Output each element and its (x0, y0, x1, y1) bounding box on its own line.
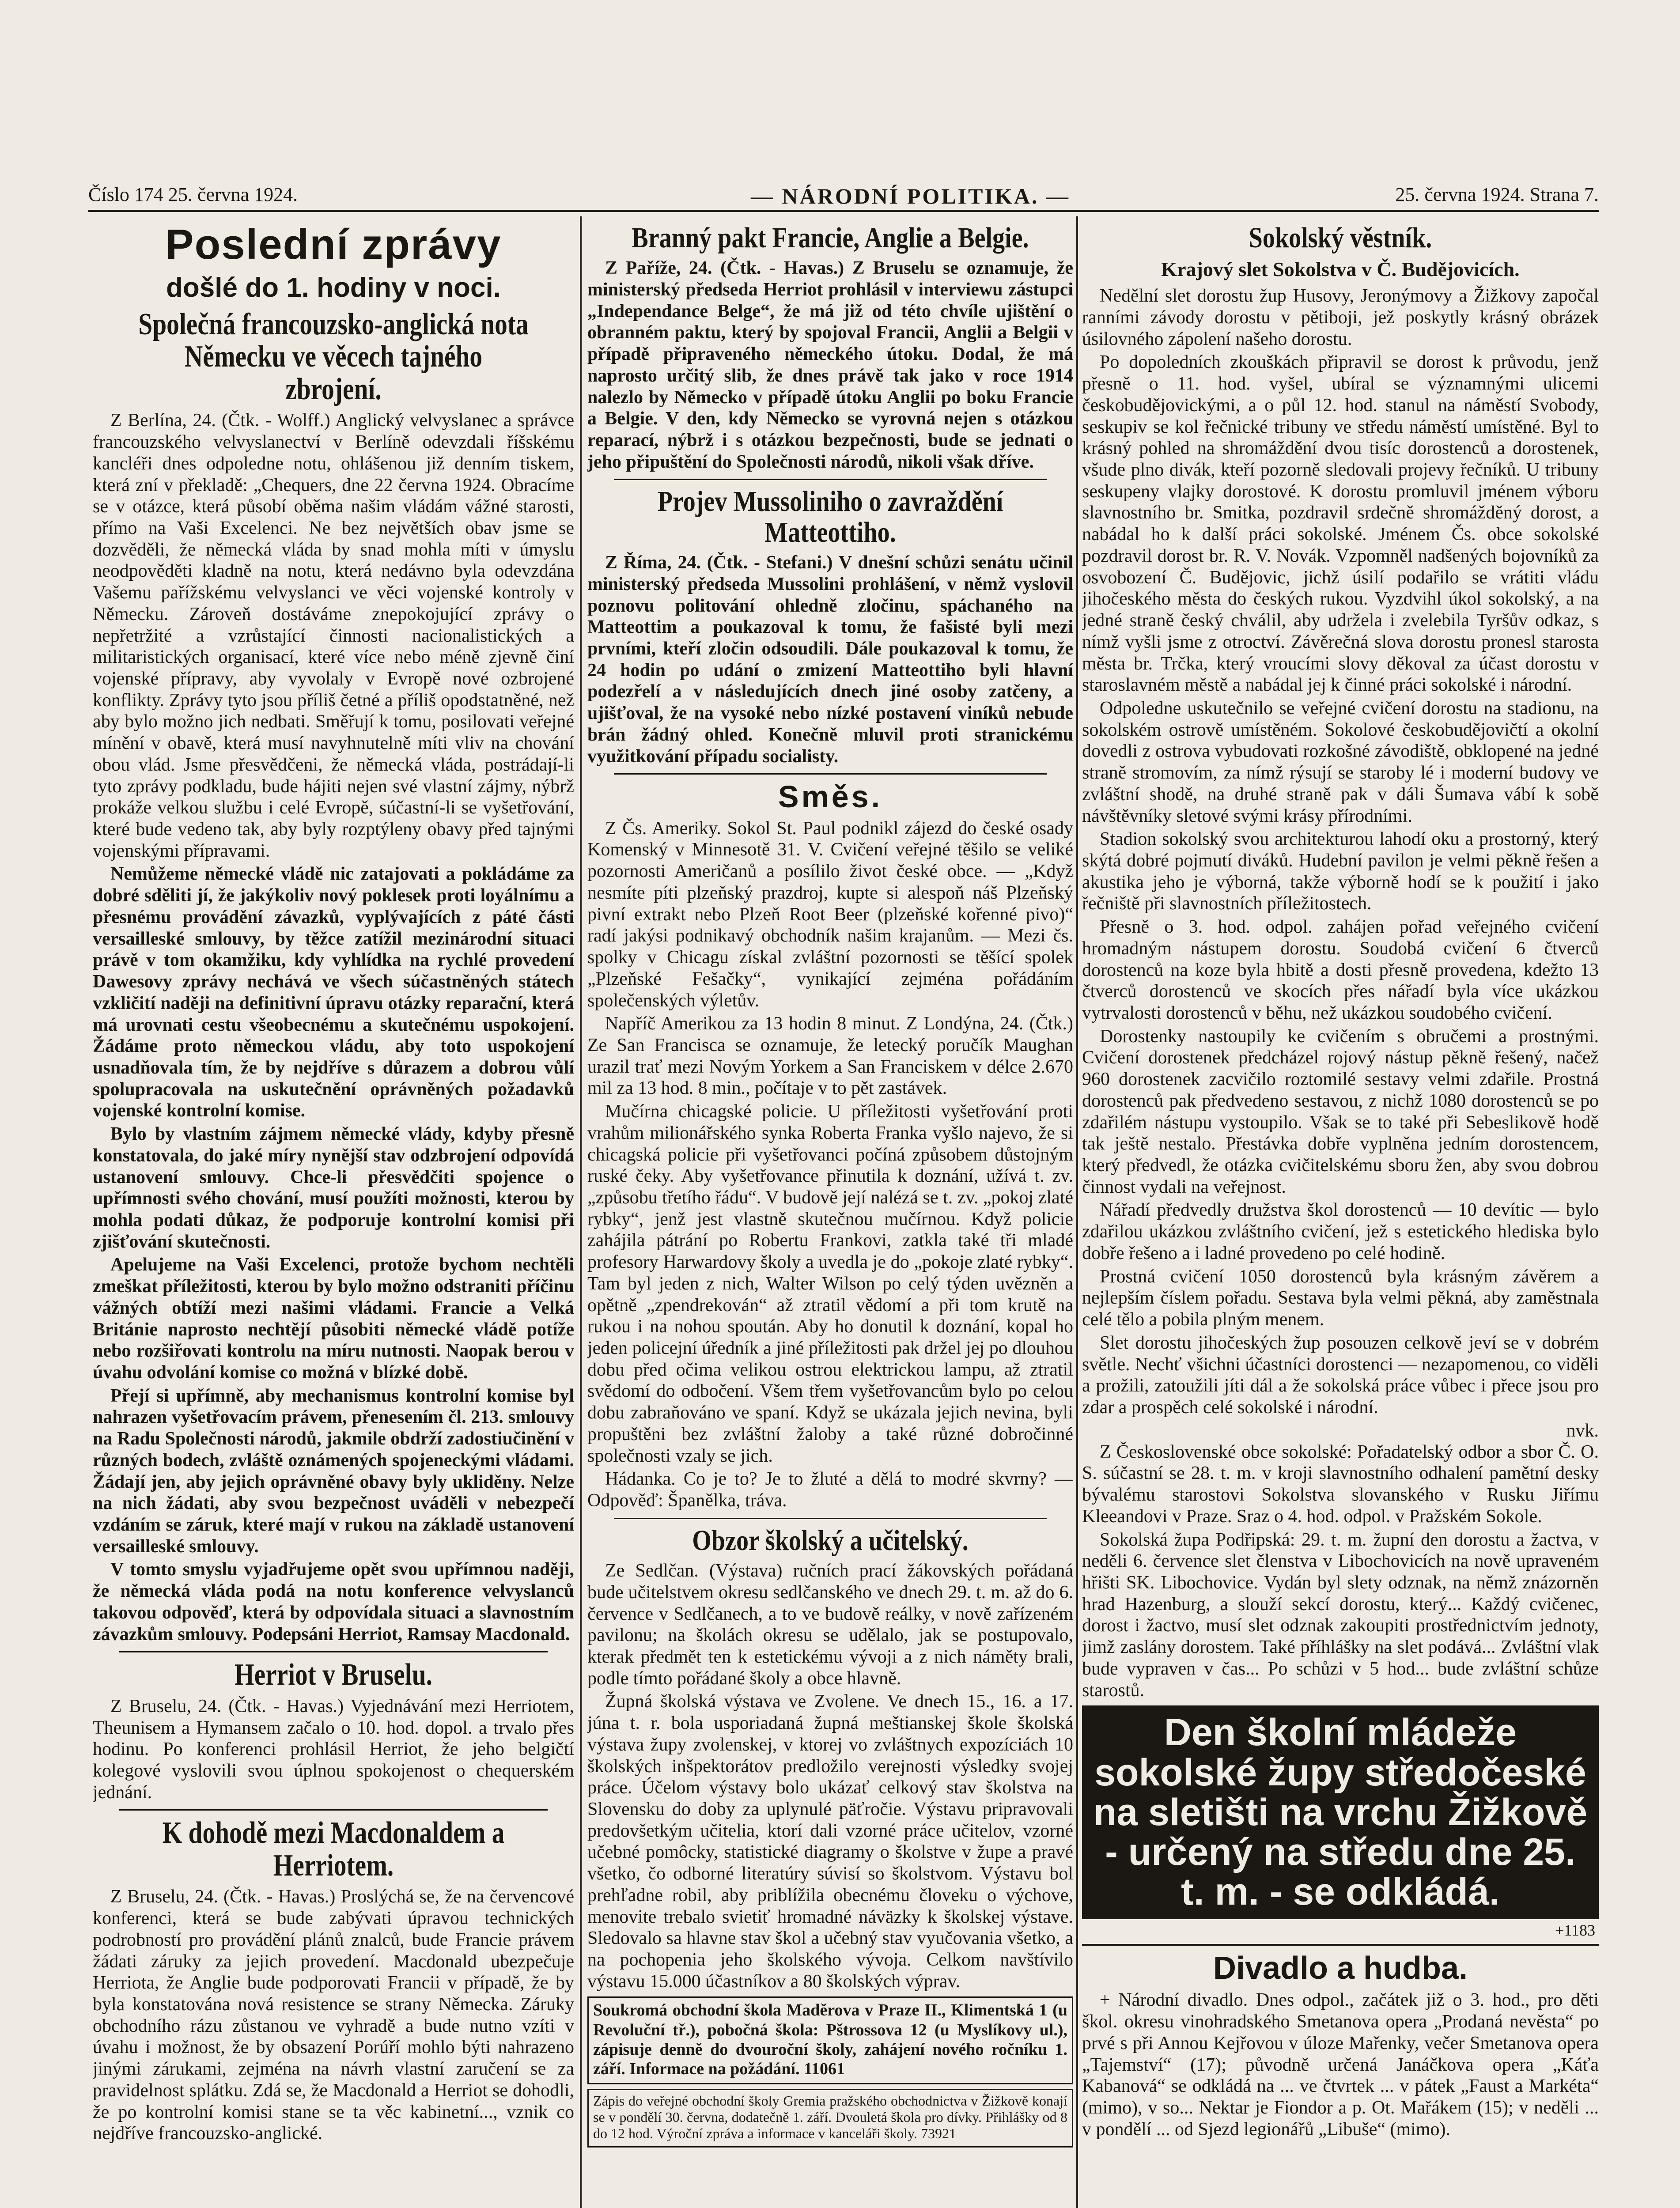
article-paragraph: Z Bruselu, 24. (Čtk. - Havas.) Proslýchá se, že na červencové konferenci, která se bude zabývati úpravou technických podrobností pro provádění plánů znalců, bude Francie právem žádati záruky za jejich provedení. Macdonald ubezpečuje Herriota, že Anglie bude podporovati Francii v případě, že by byla konstatována nová resistence se strany Německa. Záruky obchodního rázu zůstanou ve vyhradě a bude nutno vzíti v úvahu i možnost, že by obsazení Porúří mohlo býti nahrazeno jinými zárukami, zejména na návrh vlastní zaručení se za pravidelnost splátku. Zdá se, že Macdonald a Herriot se dohodli, že po kontrolní komisi stane se ta věc kabinetní..., vznik co nejdříve francouzsko-anglické. (93, 1887, 574, 2144)
article-paragraph: + Národní divadlo. Dnes odpol., začátek již o 3. hod., pro děti škol. okresu vinohradského Smetanova opera „Prodaná nevěsta“ po prvé s při Annou Kejřovou v úloze Mařenky, večer Smetanova opera „Tajemství“ (17); původně určená Janáčkova opera „Káťa Kabanová“ se odkládá na ... ve čtvrtek ... v pátek „Faust a Markéta“ (mimo), v so... Nektar je Fiondor a p. Ot. Mařákem (15); v neděli ... v pondělí ... od Sjezd legionářů „Libuše“ (mimo). (1082, 1990, 1599, 2140)
article-headline: Obzor školský a učitelský. (692, 1524, 969, 1557)
article-paragraph: Apelujeme na Vaši Excelenci, protože bychom nechtěli zmeškat příležitosti, kterou by bylo možno odstraniti příčinu vážných obtíží mezi našimi vládami. Francie a Velká Británie naprosto nechtějí působiti německé vládě potíže nebo rozšiřovati kontrolu na míru nutnosti. Naopak berou v úvahu odvolání komise co možná v blízké době. (93, 1255, 574, 1383)
header-date-page: 25. června 1924. Strana 7. (1395, 184, 1599, 205)
section-title: Sokolský věstník. (1249, 222, 1432, 254)
article-paragraph: Odpoledne uskutečnilo se veřejné cvičení dorostu na stadionu, na sokolském ostrově umístěném. Sokolové českobudějovičtí a okolní dovedli z ostrova vybudovati rozkošné závodiště, obklopené na jedné straně stromovím, za nímž rýsují se staroby lé i moderní budovy ve zvláštní shodě, na druhé straně pak v dáli Šumava vábí k sobě návštěvníky sletové svými krásy přírodními. (1082, 698, 1599, 826)
article-paragraph: Nářadí předvedly družstva škol dorostenců — 10 devític — bylo zdařilou ukázkou zvláštního cvičení, jež s estetického hlediska bylo dobře řešeno a i ladné provedeno po celé hodině. (1082, 1200, 1599, 1263)
article-paragraph: Z Československé obce sokolské: Pořadatelský odbor a sbor Č. O. S. súčastní se 28. t. m. v kroji slavnostního odhalení pamětní desky bývalému starostovi Sokolstva slovanského v Rusku Jiřímu Kleeandovi v Praze. Sraz o 4. hod. odpol. v Pražském Sokole. (1082, 1441, 1599, 1527)
article-paragraph: Sokolská župa Podřipská: 29. t. m. župní den dorostu a žactva, v neděli 6. července slet členstva v Libochovicích na nově upraveném hřišti SK. Libochovice. Vydán byl slety odznak, na němž znázorněn hrad Hazenburg, a slouží sekcí dorostu, který... Každý cvičenec, dorost i žactvo, musí slet odznak zakoupiti prostřednictvím jednoty, jimž zaslány dorostem. Také příhlášky na slet podává... Zvláštní vlak bude vypraven v čas... Po schůzi v 5 hod... bude zvláštní schůze starostů. (1082, 1529, 1599, 1701)
article-paragraph: Z Říma, 24. (Čtk. - Stefani.) V dnešní schůzi senátu učinil ministerský předseda Mussolini prohlášení, v němž vyslovil poznovu politování ohledně zločinu, spáchaného na Matteottim a poukazoval k tomu, že fašisté byli mezi prvními, kteří zločin odsoudili. Dále poukazoval k tomu, že 24 hodin po udání o zmizení Matteottiho byli hlavní podezřelí a v následujících dnech jiné osoby zatčeny, a ujišťoval, že na vysoké nebo nízké postavení viníků nebude brán žádný ohled. Konečně mluvil proti stranickému využitkování případu socialisty. (587, 552, 1073, 767)
article-paragraph: Z Bruselu, 24. (Čtk. - Havas.) Vyjednávání mezi Herriotem, Theunisem a Hymansem začalo o 10. hod. dopol. a trvalo přes hodinu. Po konferenci prohlásil Herriot, že jeho belgičtí kolegové vyslovili svou úplnou spokojenost o chequerském jednání. (93, 1696, 574, 1803)
column-rule (580, 216, 582, 2208)
riddle-paragraph: Hádanka. Co je to? Je to žluté a dělá to modré skvrny? — Odpověď: Španělka, tráva. (587, 1469, 1073, 1511)
article-paragraph: Přesně o 3. hod. odpol. zahájen pořad veřejného cvičení hromadným nástupem dorostu. Soudobá cvičení 6 čtverců dorostenců na koze byla hbitě a dosti přesně provedena, kdežto 13 čtverců dorostenců ve skocích přes nářadí byla více ukázkou vytrvalosti dorostenců v běhu, než ukázkou soudobého cvičení. (1082, 917, 1599, 1024)
section-title: Poslední zprávy (165, 221, 502, 268)
advertisement-text: Soukromá obchodní škola Maděrova v Praze II., Klimentská 1 (u Revoluční tř.), pobočná škola: Pštrossova 12 (u Myslíkovy ul.), zápisuje denně do dvouroční školy, zahájení nového ročníku 1. září. Informace na požádání. 11061 (593, 2001, 1067, 2078)
school-advertisement (587, 2089, 1073, 2148)
column-rule (1076, 216, 1078, 2208)
divider (119, 1651, 548, 1652)
article-headline: Projev Mussoliniho o zavraždění Matteottiho. (657, 485, 1003, 548)
article-headline: Společná francouzsko-anglická nota Německu ve věcech tajného zbrojení. (138, 307, 529, 406)
header-masthead: — NÁRODNÍ POLITIKA. — (751, 184, 1070, 208)
column-1 (93, 216, 574, 2208)
advertisement-text: Zápis do veřejné obchodní školy Gremia pražského obchodnictva v Žižkově konají se v pondělí 30. června, dodatečně 1. září. Dvouletá škola pro dívky. Přihlášky od 8 do 12 hod. Výroční zpráva a informace v kanceláři školy. 73921 (593, 2092, 1067, 2141)
article-paragraph: Přejí si upřímně, aby mechanismus kontrolní komise byl nahrazen vyšetřovacím právem, přenesením čl. 213. smlouvy na Radu Společnosti národů, jakmile obdrží zadostiučinění v různých bodech, zvláště oznámených spojeneckými vládami. Žádají jen, aby jejich oprávněné obavy byly ukliděny. Nelze na nich žádati, aby svou bezpečnost uváděli v nebezpečí vzdáním se záruk, které mají v rukou na základě ustanovení versailleské smlouvy. (93, 1385, 574, 1557)
article-headline: Herriot v Bruselu. (235, 1658, 432, 1692)
announcement-number: +1183 (1555, 1921, 1595, 1939)
article-paragraph: Prostná cvičení 1050 dorostenců byla krásným závěrem a nejlepším číslem pořadu. Sestava byla velmi pěkná, aby zaměstnala celé tělo a pobila plným menem. (1082, 1266, 1599, 1330)
divider (614, 1518, 1047, 1519)
article-subheadline: Krajový slet Sokolstva v Č. Budějovicích. (1161, 258, 1520, 281)
article-signature: nvk. (1566, 1420, 1599, 1441)
section-title: Směs. (778, 779, 883, 814)
column-3 (1082, 216, 1599, 2208)
article-paragraph: Z Čs. Ameriky. Sokol St. Paul podnikl zájezd do české osady Komenský v Minnesotě 31. V. Cvičení veřejné těšilo se veliké pozornosti Američanů a posílilo život české obce. — „Když nesmíte píti plzeňský prazdroj, kupte si alespoň náš Plzeňský pivní extrakt nebo Plzeň Root Beer (plzeňské kořenné pivo)“ radí jakýsi podnikavý obchodník našim krajanům. — Mezi čs. spolky v Chicagu získal zvláštní pozornosti se těšící spolek „Plzeňské Fešačky“, vynikající zejména pořádáním společenských výletův. (587, 818, 1073, 1011)
article-headline: Branný pakt Francie, Anglie a Belgie. (632, 222, 1029, 254)
article-paragraph: Po dopoledních zkouškách připravil se dorost k průvodu, jenž přesně o 11. hod. vyšel, ubíral se významnými ulicemi českobudějovickými, a o půl 12. hod. stanul na náměstí Svobody, seskupiv se kol řečnické tribuny ve středu náměstí umístěné. Byl to krásný pohled na shromáždění dvou tisíc dorostenců a dorostenek, všude plno divák, kteří pozorně sledovali projevy řečníků. U tribuny seskupeny vlajky dorostové. K dorostu promluvil jménem výboru slavnostního br. Smitka, pozdravil srdečně shromážděný dorost, a nabádal ho k další práci sokolské. Jménem Čs. obce sokolské pozdravil dorost br. R. V. Novák. Vzpomněl nadšených bojovníků za osvobození Č. Budějovic, jichž úsilí podařilo se vrátiti vládu jihočeského města do českých rukou. Vyzdvihl úkol sokolský, a na jedné straně český chválil, aby udržela i zvelebila Tyršův odkaz, s nímž vyšli jsme z otroctví. Závěrečná slova dorostu pronesl starosta města br. Trčka, který vroucími slovy děkoval za účast dorostu v staroslavném městě a nabádal jej k činné práci sokolské i národní. (1082, 352, 1599, 696)
divider (119, 1809, 548, 1811)
article-paragraph: Mučírna chicagské policie. U příležitosti vyšetřování proti vrahům milionářského synka Roberta Franka vyšlo najevo, že si chicagská policie při vyšetřovanci počíná způsobem důstojným ruské čeky. Aby vyšetřovance přinutila k doznání, užívá t. zv. „způsobu třetího řádu“. V budově její nalézá se t. zv. „pokoj zlaté rybky“, jenž jest vlastně skutečnou mučírnou. Když policie zahájila pátrání po Robertu Frankovi, zatkla také tři mladé profesory Harwardovy školy a uvedla je do „pokoje zlaté rybky“. Tam byl jeden z nich, Walter Wilson po celý týden uvězněn a opětně „zpendrekován“ až ztratil vědomí a při tom krutě na rukou i na nohou spoután. Aby ho donutil k doznání, kopal ho jeden policejní úředník a jiné příležitosti pak držel jej po dlouhou dobu před očima velikou ostrou elektrickou lampu, až ztratil svědomí do odbočení. Všem třem vyšetřovancům bylo po celou dobu zabraňováno ve spaní. Když se ukázala jejich nevina, byli propuštěni bez zvláštní žaloby a také různé dobročinné společnosti vzaly se jich. (587, 1101, 1073, 1466)
article-paragraph: Z Berlína, 24. (Čtk. - Wolff.) Anglický velvyslanec a správce francouzského velvyslanectví v Berlíně odevzdali říšskému kancléři dnes odpoledne notu, ohlášenou již denním tiskem, která zní v překladě: „Chequers, dne 22 června 1924. Obracíme se v otázce, která působí oběma našim vládám vážné starosti, přímo na Vaši Excelenci. Ne bez největších obav jsme se dozvěděli, že německá vláda by snad mohla míti v úmyslu neodpověděti kladně na notu, která nedávno byla odevzdána Vašemu pařížskému velvyslanci ve věci vojenské kontroly v Německu. Zároveň dostáváme znepokojující zprávy o nepřetržité a vzrůstající činnosti nacionalistických a militaristických organisací, které více nebo méně zjevně činí vojenské přípravy, aby vyvolaly v Evropě nové ozbrojené konflikty. Zprávy tyto jsou příliš četné a příliš opodstatněné, než aby bylo možno jich nedbati. Směřují k tomu, posilovati veřejné mínění v obavě, která musí navyhnutelně míti vliv na chování obou vlád. Jsme přesvědčeni, že německá vláda, postrádají-li tyto zprávy podkladu, bude hájiti nejen své vlastní zájmy, nýbrž prokáže velkou službu i celé Evropě, súčastní-li se vyšetřování, které bude vedeno tak, aby byly rozptýleny obavy před tajnými vojenskými přípravami. (93, 410, 574, 861)
divider (614, 773, 1047, 775)
article-paragraph: Ze Sedlčan. (Výstava) ručních prací žákovských pořádaná bude učitelstvem okresu sedlčanského ve dnech 29. t. m. až do 6. července v Sedlčanech, a to ve budově reálky, v nově zařízeném pavilonu; na školách okresu se udělalo, jak se postupovalo, kterak předmět ten k estetickému vývoji a z nich náměty brali, podle tímto pořádané školy a obce hlavně. (587, 1561, 1073, 1689)
article-paragraph: Dorostenky nastoupily ke cvičením s obručemi a prostnými. Cvičení dorostenek předcházel rojový nástup pěkně řešený, načež 960 dorostenek zacvičilo roztomilé sestavy velmi zdařile. Prostná dorostenců pak předvedeno sestavou, z nichž 1080 dorostenců se po zdařilém nástupu vystoupilo. Však se to také při Sebeslikově hodě tak ještě nestalo. Přestávka dobře vyplněna jedním dorostencem, který předvedl, že otázka cvičitelskému sboru žen, aby svou dobrou činnost vydali na veřejnost. (1082, 1026, 1599, 1197)
header-issue: Číslo 174 25. června 1924. (88, 184, 298, 205)
section-subtitle: došlé do 1. hodiny v noci. (166, 272, 501, 303)
article-paragraph: Župná školská výstava ve Zvolene. Ve dnech 15., 16. a 17. júna t. r. bola usporiadaná župná meštianskej škole školská výstava župy zvolenskej, v ktorej vo zvláštnych expozíciách 10 školských inšpektorátov predložilo verejnosti výsledky svojej práce. Účelom výstavy bolo ukázať celkový stav školstva na Slovensku do doby za uplynulé päťročie. Výstavu pripravovali predovšetkým učitelia, ktorí dali vzorné práce učitelov, vzorné učebné pomôcky, statistické diagramy o školstve v župe a pravé všetko, čo odborné literatúry súvisí so školstvom. Výstavu bol prehľadne robil, aby priblížila obecnému človeku o výchove, menovite trebalo svietiť hromadné náväzky k školskej výstave. Sledovalo sa hlavne stav škol a učebný stav vyučovania všetko, a na pochopenia jeho školského vývoja. Celkom navštívilo výstavu 15.000 účastníkov a 80 školských výprav. (587, 1691, 1073, 1992)
school-advertisement (587, 1996, 1073, 2084)
article-paragraph: Nedělní slet dorostu žup Husovy, Jeronýmovy a Žižkovy započal ranními závody dorostu v pětiboji, jež poskytly krásný obrázek úsilovného zápolení našeho dorostu. (1082, 286, 1599, 349)
section-title: Divadlo a hudba. (1213, 1950, 1468, 1986)
column-2 (587, 216, 1073, 2208)
article-paragraph: Z Paříže, 24. (Čtk. - Havas.) Z Bruselu se oznamuje, že ministerský předseda Herriot prohlásil v interviewu zástupci „Independance Belge“, že má již od této chvíle ujištění o obranném paktu, který by spojoval Francii, Anglii a Belgii v případě připraveného německého útoku. Dodal, že má naprosto určitý slib, že dnes právě tak jako v roce 1914 nalezlo by Německo v případě útoku Anglii po boku Francie a Belgie. V den, kdy Německo se vyrovná nejen s otázkou reparací, nýbrž i s otázkou bezpečnosti, bude se jednati o jeho připuštění do Společnosti národů, nikoli však dříve. (587, 258, 1073, 472)
divider (614, 479, 1047, 480)
article-paragraph: Nemůžeme německé vládě nic zatajovati a pokládáme za dobré sděliti jí, že jakýkoliv nový poklesek proti loyálnímu a přesnému provádění závazků, vyplývajících z páté části versailleské smlouvy, by těžce zatížil mezinárodní situaci právě v tom okamžiku, kdy vyhlídka na rychlé provedení Dawesovy zprávy nechává ve všech súčastněných státech vzkličití naději na definitivní úpravu otázky reparační, která má urovnati cestu všeobecnému a skutečnému uspokojení. Žádáme proto německou vládu, aby toto uspokojení usnadňovala tím, že by nejdříve s důrazem a dobrou vůlí spolupracovala na uskutečnění oprávněných požadavků vojenské kontrolní komise. (93, 864, 574, 1121)
article-paragraph: V tomto smyslu vyjadřujeme opět svou upřímnou naději, že německá vláda podá na notu konference velvyslanců takovou odpověď, která by odpovídala situaci a slavnostním závazkům smlouvy. Podepsáni Herriot, Ramsay Macdonald. (93, 1559, 574, 1645)
announcement-banner: Den školní mládeže sokolské župy středočeské na sletišti na vrchu Žižkově - určený na středu dne 25. t. m. - se odkládá. (1082, 1705, 1599, 1919)
page-header (88, 183, 1599, 212)
article-paragraph: Stadion sokolský svou architekturou lahodí oku a prostorný, který skýtá dobré pojmutí diváků. Hudební pavilon je velmi pěkně řešen a akustika jeho je výborná, takže výborně hodí se k použití i jako řečniště při slavnostních příležitostech. (1082, 829, 1599, 914)
article-paragraph: Napříč Amerikou za 13 hodin 8 minut. Z Londýna, 24. (Čtk.) Ze San Francisca se oznamuje, že letecký poručík Maughan urazil trať mezi Novým Yorkem a San Franciskem v délce 2.670 mil za 13 hod. 8 min., počítaje v to pět zastávek. (587, 1013, 1073, 1099)
article-paragraph: Slet dorostu jihočeských žup posouzen celkově jeví se v dobrém světle. Nechť všichni účastníci dorostenci — nezapomenou, co viděli a prožili, zatoužili jíti dál a že sokolská práce vůbec i přece jsou pro zdar a prospěch celé sokolské i národní. (1082, 1332, 1599, 1418)
article-paragraph: Bylo by vlastním zájmem německé vlády, kdyby přesně konstatovala, do jaké míry nynější stav odzbrojení odpovídá ustanovení smlouvy. Chce-li přesvědčiti spojence o upřímnosti svého chování, musí použíti možnosti, kterou by mohla podati důkaz, že podporuje kontrolní komisi při zjišťování skutečnosti. (93, 1124, 574, 1252)
divider (1082, 1944, 1599, 1946)
article-headline: K dohodě mezi Macdonaldem a Herriotem. (162, 1816, 505, 1883)
